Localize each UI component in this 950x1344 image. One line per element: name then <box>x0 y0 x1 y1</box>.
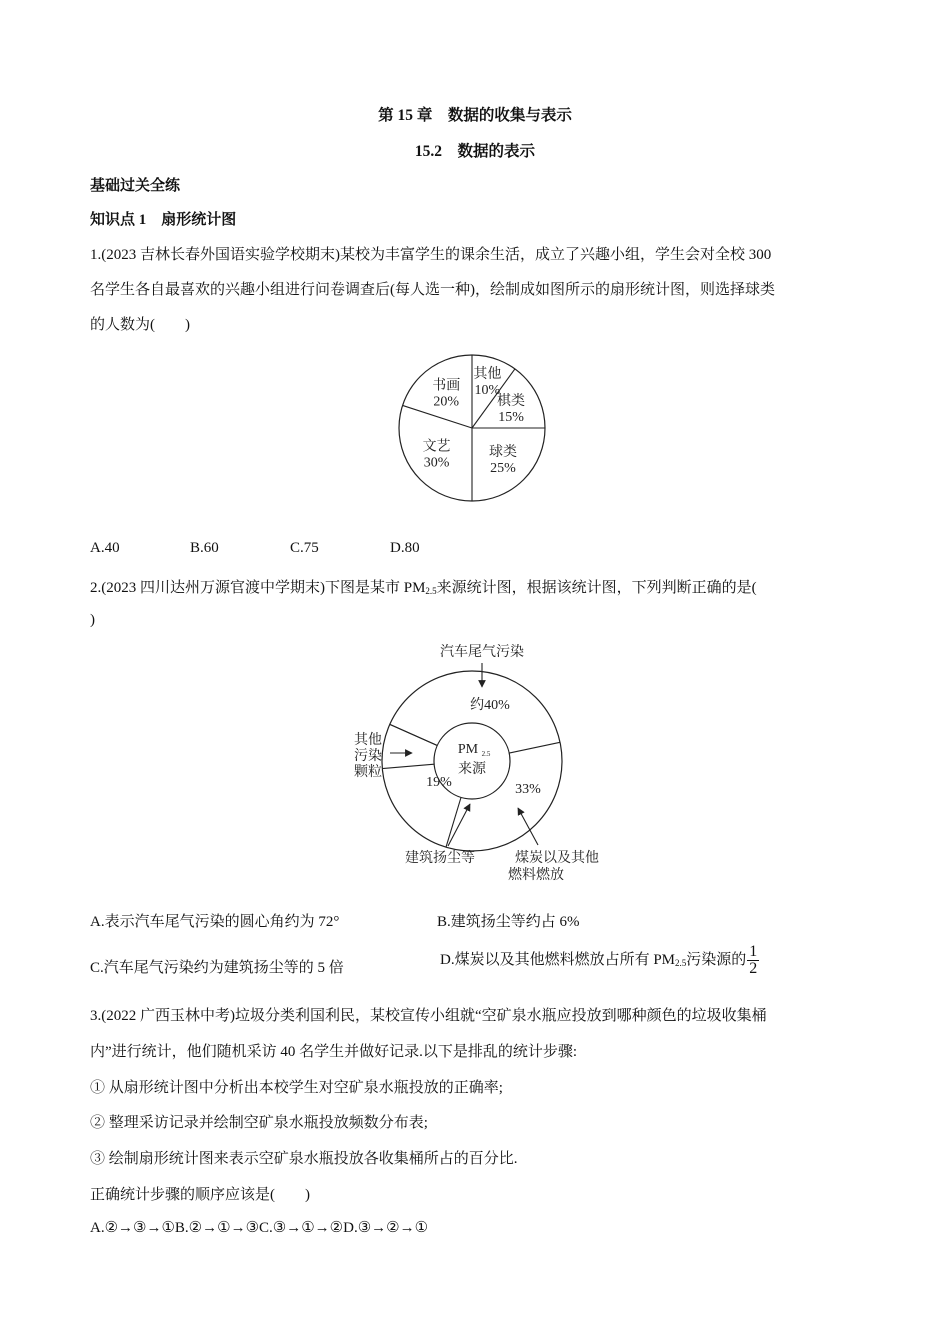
q1-option-d: D.80 <box>390 540 420 556</box>
q2-option-b: B.建筑扬尘等约占 6% <box>437 914 580 930</box>
q3-step-1: ① 从扇形统计图中分析出本校学生对空矿泉水瓶投放的正确率; <box>90 1080 503 1096</box>
ring-value-construction: 19% <box>426 775 452 790</box>
pie1-label-chess: 棋类 <box>497 394 526 410</box>
q1-option-c: C.75 <box>290 540 319 556</box>
ring-divider-coal-construction <box>446 797 461 847</box>
knowledge-point-heading: 知识点 1 扇形统计图 <box>90 212 237 228</box>
pm25-source-ring-chart <box>340 636 620 886</box>
q1-stem-line3: 的人数为( ) <box>90 317 190 333</box>
ring-divider-construction-other <box>382 764 434 768</box>
q3-ask: 正确统计步骤的顺序应该是( ) <box>90 1187 310 1203</box>
interest-group-pie-chart <box>396 344 556 512</box>
q1-stem-line2: 名学生各自最喜欢的兴趣小组进行问卷调查后(每人选一种)，绘制成如图所示的扇形统计图，则选择球类 <box>90 282 775 298</box>
ring-geometry <box>382 663 562 851</box>
q2-option-d-before: D.煤炭以及其他燃料燃放占所有 PM <box>440 951 676 968</box>
q2-stem-line1 <box>90 576 757 597</box>
pie1-label-other: 其他 <box>473 366 502 382</box>
chapter-title: 第 15 章 数据的收集与表示 <box>378 107 572 124</box>
callout-other-line2: 污染 <box>354 749 382 764</box>
callout-coal-line2: 燃料燃放 <box>508 868 564 883</box>
q2-stem-sub: 2.5 <box>425 586 437 596</box>
callout-other-line3: 颗粒 <box>354 765 382 780</box>
ring-center-label-line2: 来源 <box>458 762 486 777</box>
fraction-numerator: 1 <box>749 943 758 960</box>
q2-stem-after: 来源统计图，根据该统计图，下列判断正确的是( <box>436 580 757 596</box>
q1-stem-line1: 1.(2023 吉林长春外国语实验学校期末)某校为丰富学生的课余生活，成立了兴趣小组，学生会对全校 300 <box>90 247 772 263</box>
pie1-slices <box>399 355 545 501</box>
callout-coal-line1: 煤炭以及其他 <box>515 851 599 866</box>
callout-car-exhaust: 汽车尾气污染 <box>440 645 524 660</box>
pie1-label-ball: 球类 <box>488 444 517 460</box>
ring-divider-start <box>390 724 438 745</box>
q2-option-a: A.表示汽车尾气污染的圆心角约为 72° <box>90 914 340 930</box>
callout-construction-dust: 建筑扬尘等 <box>405 851 475 866</box>
q3-options: A.②→③→①B.②→①→③C.③→①→②D.③→②→① <box>90 1220 429 1236</box>
section-title: 15.2 数据的表示 <box>414 143 536 160</box>
fraction-denominator: 2 <box>749 960 758 977</box>
q2-option-d-after: 污染源的 <box>686 951 747 968</box>
pie1-label-calligraphy: 书画 <box>432 378 461 394</box>
q1-option-a: A.40 <box>90 540 120 556</box>
q3-step-3: ③ 绘制扇形统计图来表示空矿泉水瓶投放各收集桶所占的百分比. <box>90 1151 518 1167</box>
ring-divider-car-coal <box>509 742 560 753</box>
ring-center-label: PM <box>457 742 479 757</box>
pie1-labels <box>423 366 525 476</box>
q1-option-b: B.60 <box>190 540 219 556</box>
arrow-construction-dust <box>448 804 470 846</box>
q3-stem-line2: 内”进行统计，他们随机采访 40 名学生并做好记录.以下是排乱的统计步骤: <box>90 1044 578 1060</box>
pie1-value-calligraphy: 20% <box>433 394 460 410</box>
q2-stem-line2: ) <box>90 612 95 628</box>
q3-stem-line1: 3.(2022 广西玉林中考)垃圾分类利国利民，某校宣传小组就“空矿泉水瓶应投放到哪种颜色的垃圾收集桶 <box>90 1008 767 1024</box>
callout-other-line1: 其他 <box>354 733 382 748</box>
pie1-value-other: 10% <box>474 382 501 398</box>
q2-stem-before: 2.(2023 四川达州万源官渡中学期末)下图是某市 PM <box>90 580 426 596</box>
q2-option-d-sub: 2.5 <box>675 957 687 968</box>
q2-option-c: C.汽车尾气污染约为建筑扬尘等的 5 倍 <box>90 960 344 976</box>
q3-step-2: ② 整理采访记录并绘制空矿泉水瓶投放频数分布表; <box>90 1115 428 1131</box>
one-half-fraction <box>747 944 759 977</box>
ring-value-car: 约40% <box>470 698 510 713</box>
pie1-label-arts: 文艺 <box>422 439 451 455</box>
q2-option-d <box>440 944 759 977</box>
section-heading: 基础过关全练 <box>90 178 181 194</box>
pie1-value-ball: 25% <box>490 460 516 476</box>
ring-center-label-sub: 2.5 <box>481 750 491 758</box>
pie1-value-chess: 15% <box>498 410 524 426</box>
pie1-value-arts: 30% <box>423 455 450 471</box>
ring-value-coal: 33% <box>515 782 541 797</box>
arrow-coal-fuel <box>518 808 538 845</box>
